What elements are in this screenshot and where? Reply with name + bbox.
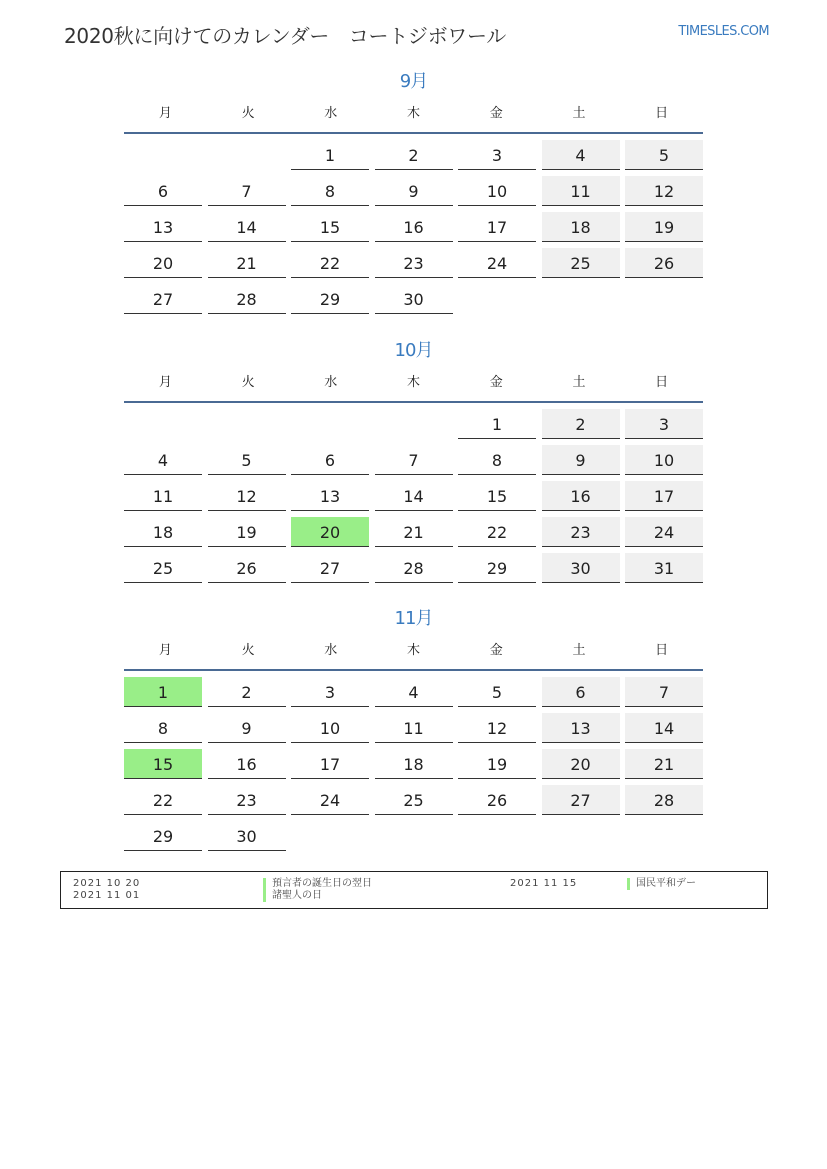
week-row: [124, 409, 703, 445]
day-cell: 2: [208, 677, 286, 707]
day-cell: 29: [458, 553, 536, 583]
site-link[interactable]: TIMESLES.COM: [678, 24, 769, 39]
legend-date: 2021 10 20: [73, 878, 141, 889]
day-cell: 6: [291, 445, 369, 475]
day-cell: 21: [375, 517, 453, 547]
day-cell: 25: [542, 248, 620, 278]
weekday-label: 土: [572, 643, 586, 658]
empty-day-cell: [542, 284, 620, 314]
day-cell: 2: [375, 140, 453, 170]
page-title: 2020秋に向けてのカレンダー コートジボワール: [64, 24, 506, 48]
day-cell: 26: [625, 248, 703, 278]
day-cell: 12: [625, 176, 703, 206]
weekday-label: 金: [489, 106, 503, 121]
month-title: 10月: [394, 340, 433, 361]
weekday-label: 金: [489, 643, 503, 658]
weekday-label: 木: [407, 106, 421, 121]
empty-day-cell: [458, 821, 536, 851]
day-cell: 13: [291, 481, 369, 511]
legend-holiday-name: 国民平和デー: [627, 878, 696, 890]
month-calendar: [124, 339, 703, 589]
day-cell: 12: [208, 481, 286, 511]
weekday-label: 日: [655, 375, 669, 390]
weekday-label: 木: [407, 375, 421, 390]
day-cell: 5: [625, 140, 703, 170]
day-cell: 12: [458, 713, 536, 743]
week-row: [124, 212, 703, 248]
day-cell: 13: [542, 713, 620, 743]
day-cell: 22: [291, 248, 369, 278]
day-cell: 25: [375, 785, 453, 815]
day-cell: 27: [291, 553, 369, 583]
day-cell: 27: [542, 785, 620, 815]
day-cell: 16: [542, 481, 620, 511]
day-cell: 22: [124, 785, 202, 815]
day-cell: 14: [625, 713, 703, 743]
weekday-label: 月: [158, 375, 172, 390]
day-cell: 15: [291, 212, 369, 242]
day-cell: 23: [375, 248, 453, 278]
empty-day-cell: [375, 821, 453, 851]
month-calendar: [124, 607, 703, 857]
week-row: [124, 140, 703, 176]
empty-day-cell: [458, 284, 536, 314]
day-cell: 4: [542, 140, 620, 170]
day-cell: 25: [124, 553, 202, 583]
day-cell: 21: [208, 248, 286, 278]
day-cell: 14: [208, 212, 286, 242]
day-cell: 8: [124, 713, 202, 743]
empty-day-cell: [124, 140, 202, 170]
day-cell: 1: [291, 140, 369, 170]
day-cell: 19: [458, 749, 536, 779]
day-cell: 17: [625, 481, 703, 511]
day-cell: 28: [375, 553, 453, 583]
empty-day-cell: [291, 821, 369, 851]
day-cell: 14: [375, 481, 453, 511]
holiday-legend: [60, 871, 768, 909]
day-cell: 7: [625, 677, 703, 707]
day-cell: 20: [291, 517, 369, 547]
day-cell: 16: [208, 749, 286, 779]
legend-date: 2021 11 15: [510, 878, 578, 889]
weekday-label: 水: [324, 643, 338, 658]
weekday-label: 火: [241, 375, 255, 390]
week-row: [124, 677, 703, 713]
day-cell: 21: [625, 749, 703, 779]
day-cell: 13: [124, 212, 202, 242]
day-cell: 30: [375, 284, 453, 314]
empty-day-cell: [542, 821, 620, 851]
day-cell: 11: [124, 481, 202, 511]
day-cell: 10: [291, 713, 369, 743]
empty-day-cell: [625, 284, 703, 314]
day-cell: 29: [291, 284, 369, 314]
weekday-label: 金: [489, 375, 503, 390]
day-cell: 9: [375, 176, 453, 206]
day-cell: 29: [124, 821, 202, 851]
weekday-header: [124, 371, 703, 403]
week-row: [124, 749, 703, 785]
day-cell: 11: [375, 713, 453, 743]
day-cell: 28: [208, 284, 286, 314]
month-calendar: [124, 70, 703, 320]
day-cell: 5: [458, 677, 536, 707]
day-cell: 19: [208, 517, 286, 547]
week-row: [124, 785, 703, 821]
day-cell: 15: [458, 481, 536, 511]
weekday-label: 日: [655, 106, 669, 121]
weekday-label: 木: [407, 643, 421, 658]
day-cell: 26: [208, 553, 286, 583]
day-cell: 30: [208, 821, 286, 851]
day-cell: 10: [625, 445, 703, 475]
day-cell: 23: [208, 785, 286, 815]
day-cell: 24: [625, 517, 703, 547]
day-cell: 18: [542, 212, 620, 242]
day-cell: 27: [124, 284, 202, 314]
day-cell: 17: [458, 212, 536, 242]
day-cell: 5: [208, 445, 286, 475]
day-cell: 17: [291, 749, 369, 779]
day-cell: 3: [458, 140, 536, 170]
day-cell: 7: [208, 176, 286, 206]
weekday-label: 火: [241, 106, 255, 121]
legend-date: 2021 11 01: [73, 890, 141, 901]
weekday-label: 月: [158, 643, 172, 658]
week-row: [124, 713, 703, 749]
week-row: [124, 248, 703, 284]
day-cell: 1: [458, 409, 536, 439]
week-row: [124, 284, 703, 320]
day-cell: 8: [458, 445, 536, 475]
day-cell: 2: [542, 409, 620, 439]
day-cell: 26: [458, 785, 536, 815]
day-cell: 10: [458, 176, 536, 206]
week-row: [124, 821, 703, 857]
day-cell: 7: [375, 445, 453, 475]
day-cell: 8: [291, 176, 369, 206]
day-cell: 30: [542, 553, 620, 583]
day-cell: 20: [542, 749, 620, 779]
day-cell: 16: [375, 212, 453, 242]
legend-holiday-name: 預言者の誕生日の翌日: [263, 878, 372, 890]
day-cell: 24: [458, 248, 536, 278]
week-row: [124, 517, 703, 553]
day-cell: 19: [625, 212, 703, 242]
day-cell: 15: [124, 749, 202, 779]
empty-day-cell: [375, 409, 453, 439]
weekday-label: 土: [572, 106, 586, 121]
week-row: [124, 176, 703, 212]
weekday-label: 火: [241, 643, 255, 658]
empty-day-cell: [208, 140, 286, 170]
day-cell: 6: [542, 677, 620, 707]
day-cell: 6: [124, 176, 202, 206]
month-title: 9月: [399, 71, 428, 92]
month-title: 11月: [394, 608, 433, 629]
day-cell: 18: [375, 749, 453, 779]
weekday-label: 日: [655, 643, 669, 658]
weekday-label: 水: [324, 375, 338, 390]
day-cell: 9: [208, 713, 286, 743]
empty-day-cell: [124, 409, 202, 439]
week-row: [124, 445, 703, 481]
day-cell: 28: [625, 785, 703, 815]
day-cell: 24: [291, 785, 369, 815]
empty-day-cell: [625, 821, 703, 851]
day-cell: 22: [458, 517, 536, 547]
day-cell: 1: [124, 677, 202, 707]
empty-day-cell: [208, 409, 286, 439]
day-cell: 31: [625, 553, 703, 583]
day-cell: 18: [124, 517, 202, 547]
day-cell: 9: [542, 445, 620, 475]
empty-day-cell: [291, 409, 369, 439]
weekday-header: [124, 639, 703, 671]
weekday-label: 月: [158, 106, 172, 121]
legend-holiday-name: 諸聖人の日: [263, 890, 322, 902]
weekday-header: [124, 102, 703, 134]
week-row: [124, 553, 703, 589]
day-cell: 23: [542, 517, 620, 547]
day-cell: 4: [375, 677, 453, 707]
weekday-label: 水: [324, 106, 338, 121]
day-cell: 20: [124, 248, 202, 278]
weekday-label: 土: [572, 375, 586, 390]
day-cell: 3: [291, 677, 369, 707]
day-cell: 4: [124, 445, 202, 475]
day-cell: 3: [625, 409, 703, 439]
week-row: [124, 481, 703, 517]
day-cell: 11: [542, 176, 620, 206]
